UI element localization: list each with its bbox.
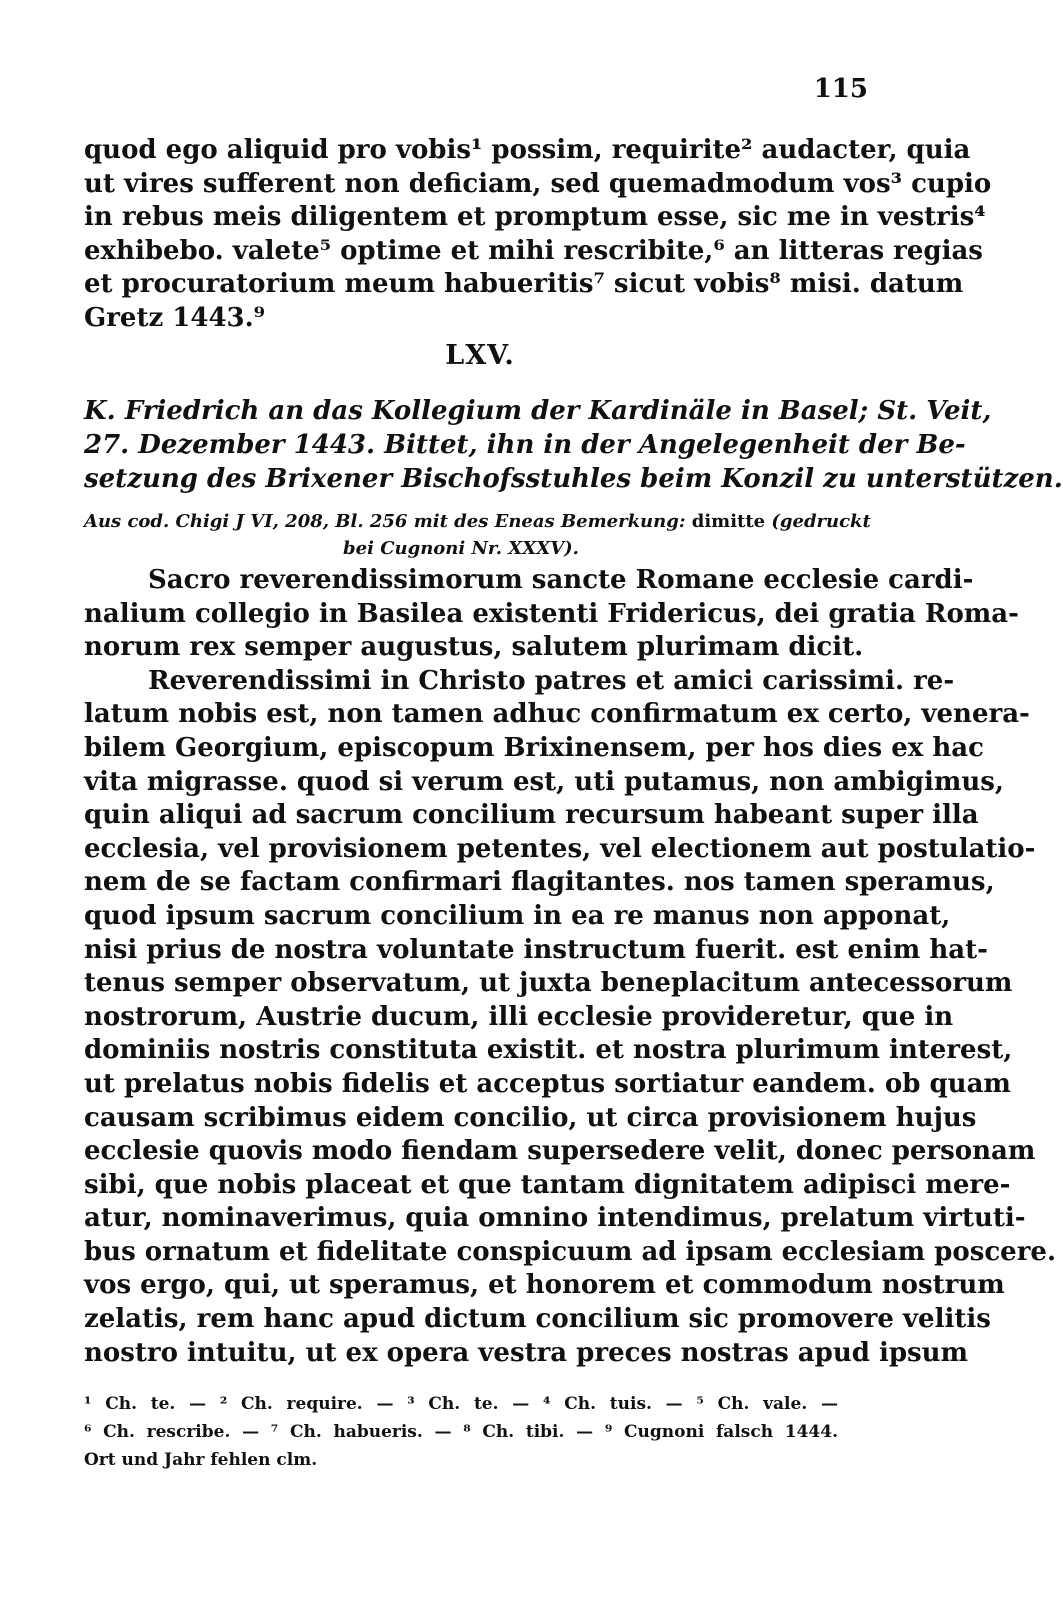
footnote-line: ¹ Ch. te. — ² Ch. require. — ³ Ch. te. — ⁴ Ch. tuis. — ⁵ Ch. vale. — [84, 1394, 838, 1414]
text-line: bus ornatum et fidelitate conspicuum ad ipsam ecclesiam poscere. [84, 1236, 1057, 1267]
text-line: Gretz 1443.⁹ [84, 302, 266, 333]
text-line: nalium collegio in Basilea existenti Fridericus, dei gratia Roma- [84, 598, 1019, 629]
text-line: dominiis nostris constituta existit. et nostra plurimum interest, [84, 1035, 1013, 1066]
text-line: vita migrasse. quod si verum est, uti putamus, non ambigimus, [84, 766, 1004, 797]
main-paragraph [84, 564, 1057, 1370]
text-line: quod ego aliquid pro vobis¹ possim, requirite² audacter, quia [84, 135, 971, 165]
text-line: nisi prius de nostra voluntate instructum fuerit. est enim hat- [84, 934, 988, 965]
footnote-line: Ort und Jahr fehlen clm. [84, 1450, 318, 1470]
text-line: zelatis, rem hanc apud dictum concilium sic promovere velitis [84, 1304, 991, 1335]
text-line: in rebus meis diligentem et promptum esse, sic me in vestris⁴ [84, 202, 986, 233]
top-paragraph [84, 134, 992, 336]
source-line [84, 535, 838, 562]
text-line: bilem Georgium, episcopum Brixinensem, per hos dies ex hac [84, 732, 984, 763]
text-line: tenus semper observatum, ut juxta beneplacitum antecessorum [84, 968, 1013, 999]
text-line: causam scribimus eidem concilio, ut circa provisionem hujus [84, 1102, 977, 1133]
source-text-italic: bei Cugnoni Nr. XXXV). [343, 538, 579, 559]
text-line: Reverendissimi in Christo patres et amici carissimi. re- [148, 665, 955, 696]
source-line [84, 508, 871, 535]
source-text-italic: (gedruckt [771, 511, 871, 532]
text-line: ecclesia, vel provisionem petentes, vel electionem aut postulatio- [84, 833, 1036, 864]
text-line: exhibebo. valete⁵ optime et mihi rescribite,⁶ an litteras regias [84, 235, 983, 266]
text-line: ut prelatus nobis fidelis et acceptus sortiatur eandem. ob quam [84, 1068, 1011, 1099]
text-line: ecclesie quovis modo fiendam supersedere velit, donec personam [84, 1136, 1036, 1167]
source-text-plain: dimitte [685, 511, 772, 532]
page-number: 115 [813, 74, 868, 104]
text-line: nostrorum, Austrie ducum, illi ecclesie provideretur, que in [84, 1001, 954, 1032]
text-line: atur, nominaverimus, quia omnino intendimus, prelatum virtuti- [84, 1203, 1026, 1234]
document-heading: LXV. [445, 340, 515, 371]
footnotes [84, 1390, 838, 1474]
text-line: norum rex semper augustus, salutem plurimam dicit. [84, 632, 864, 663]
source-text-italic: Aus cod. Chigi J VI, 208, Bl. 256 mit des Eneas Bemerkung: [84, 511, 686, 532]
summary-line: 27. Dezember 1443. Bittet, ihn in der Angelegenheit der Be- [84, 430, 966, 460]
text-line: quod ipsum sacrum concilium in ea re manus non apponat, [84, 900, 951, 931]
text-line: et procuratorium meum habueritis⁷ sicut vobis⁸ misi. datum [84, 269, 964, 300]
text-line: vos ergo, qui, ut speramus, et honorem et commodum nostrum [84, 1270, 1005, 1301]
footnote-line: ⁶ Ch. rescribe. — ⁷ Ch. habueris. — ⁸ Ch. tibi. — ⁹ Cugnoni falsch 1444. [84, 1422, 838, 1442]
text-line: Sacro reverendissimorum sancte Romane ecclesie cardi- [148, 565, 974, 595]
text-line: ut vires sufferent non deficiam, sed quemadmodum vos³ cupio [84, 168, 992, 199]
text-line: latum nobis est, non tamen adhuc confirmatum ex certo, venera- [84, 699, 1030, 730]
text-line: nostro intuitu, ut ex opera vestra preces nostras apud ipsum [84, 1337, 969, 1368]
text-line: nem de se factam confirmari flagitantes. nos tamen speramus, [84, 867, 995, 898]
text-line: sibi, que nobis placeat et que tantam dignitatem adipisci mere- [84, 1169, 1011, 1200]
text-line: quin aliqui ad sacrum concilium recursum habeant super illa [84, 800, 979, 831]
summary-line: K. Friedrich an das Kollegium der Kardinäle in Basel; St. Veit, [84, 396, 992, 426]
document-summary [84, 394, 1063, 496]
summary-line: setzung des Brixener Bischofsstuhles beim Konzil zu unterstützen. [84, 464, 1063, 494]
source-note [84, 508, 871, 562]
